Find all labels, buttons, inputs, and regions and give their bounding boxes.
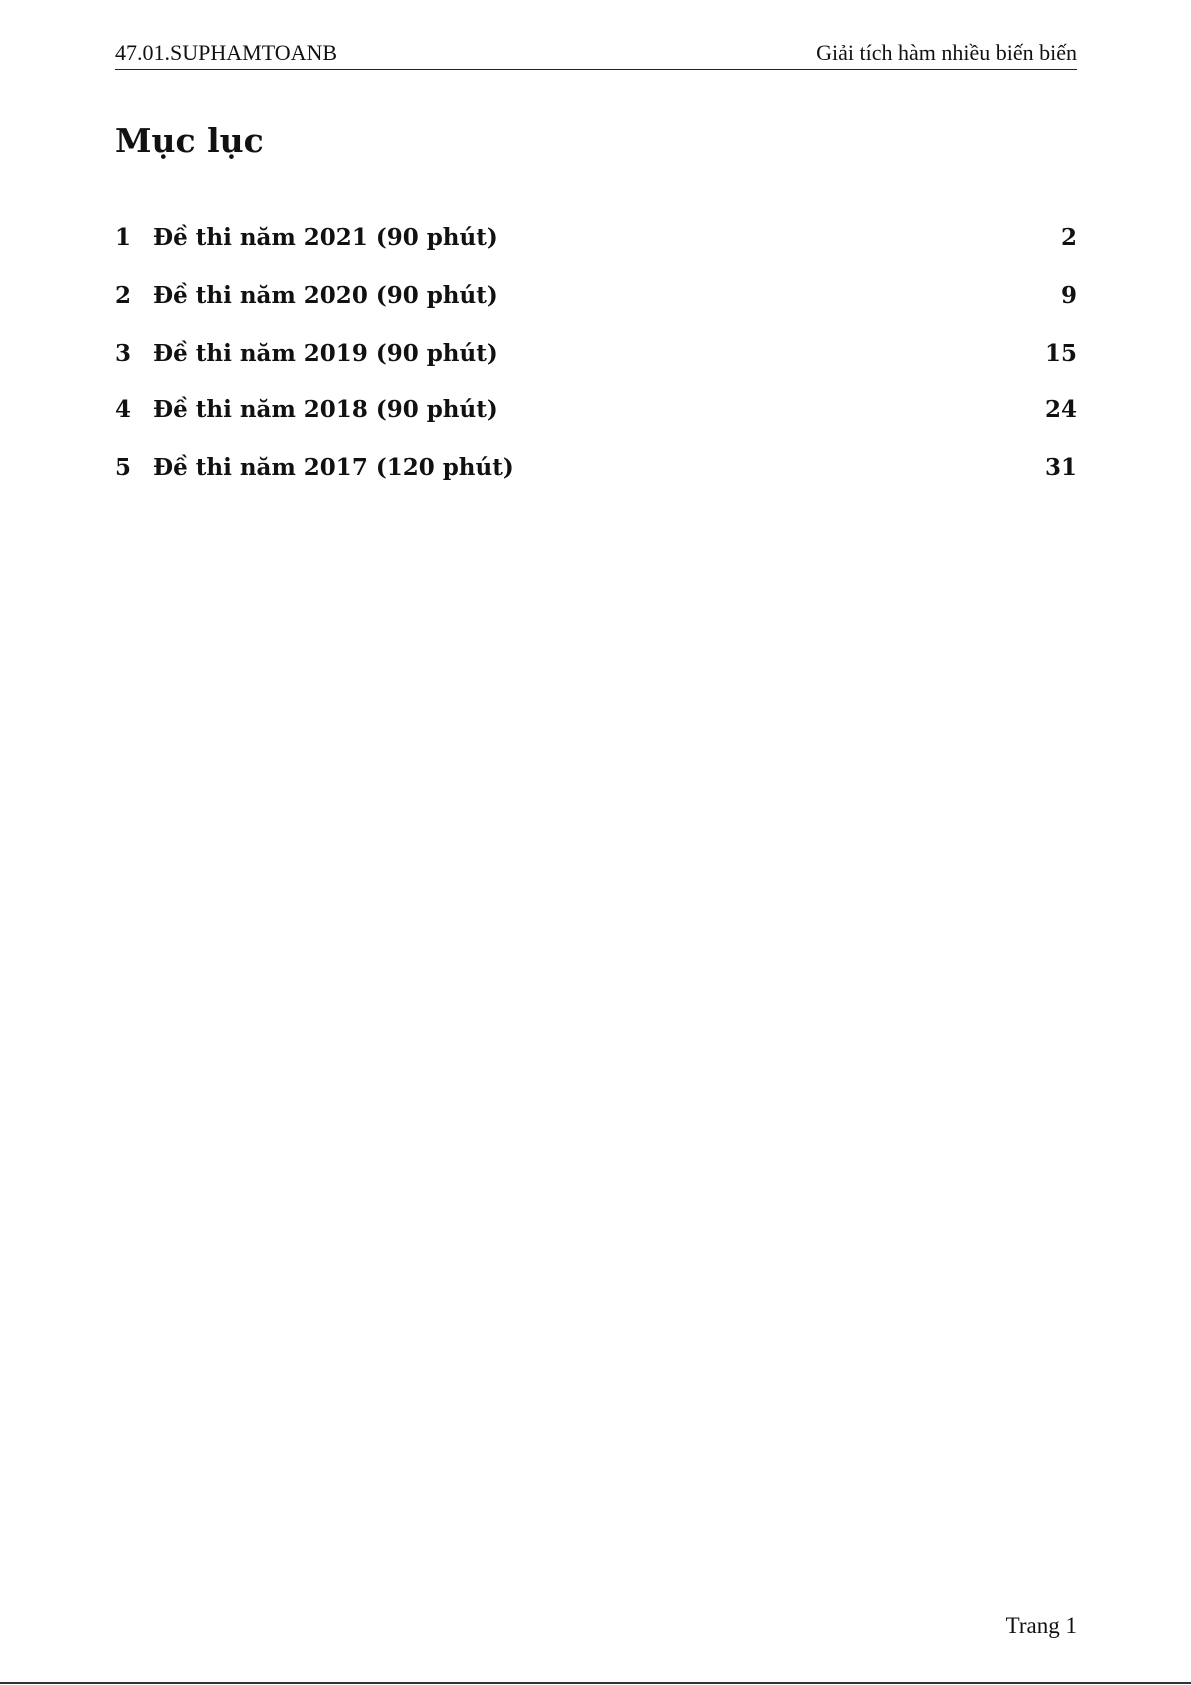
toc-entry[interactable] (115, 222, 1077, 254)
toc-entry-page: 2 (1060, 224, 1077, 251)
toc-entry-title: Đề thi năm 2021 (90 phút) (153, 224, 498, 251)
toc-entry[interactable] (115, 280, 1077, 312)
toc-entry-page: 31 (1044, 454, 1077, 481)
running-header (115, 36, 1077, 70)
toc-entry[interactable] (115, 338, 1077, 370)
toc-entry[interactable] (115, 394, 1077, 426)
page-bottom-divider (0, 1682, 1191, 1684)
toc-heading: Mục lục (115, 121, 264, 160)
toc-entry-number: 2 (115, 282, 132, 309)
header-subject-title: Giải tích hàm nhiều biến biến (816, 40, 1077, 65)
toc-entry-title: Đề thi năm 2020 (90 phút) (153, 282, 498, 309)
toc-entry-number: 4 (115, 396, 132, 423)
toc-entry-page: 15 (1044, 340, 1077, 367)
header-course-code: 47.01.SUPHAMTOANB (115, 40, 338, 65)
toc-entry-number: 5 (115, 454, 132, 481)
toc-entry-page: 24 (1044, 396, 1077, 423)
toc-entry[interactable] (115, 452, 1077, 484)
toc-entry-title: Đề thi năm 2019 (90 phút) (153, 340, 498, 367)
toc-entry-number: 1 (115, 224, 132, 251)
toc-entry-title: Đề thi năm 2017 (120 phút) (153, 454, 514, 481)
toc-entry-page: 9 (1060, 282, 1077, 309)
toc-entry-title: Đề thi năm 2018 (90 phút) (153, 396, 498, 423)
page-number-footer: Trang 1 (1005, 1613, 1077, 1638)
toc-entry-number: 3 (115, 340, 132, 367)
